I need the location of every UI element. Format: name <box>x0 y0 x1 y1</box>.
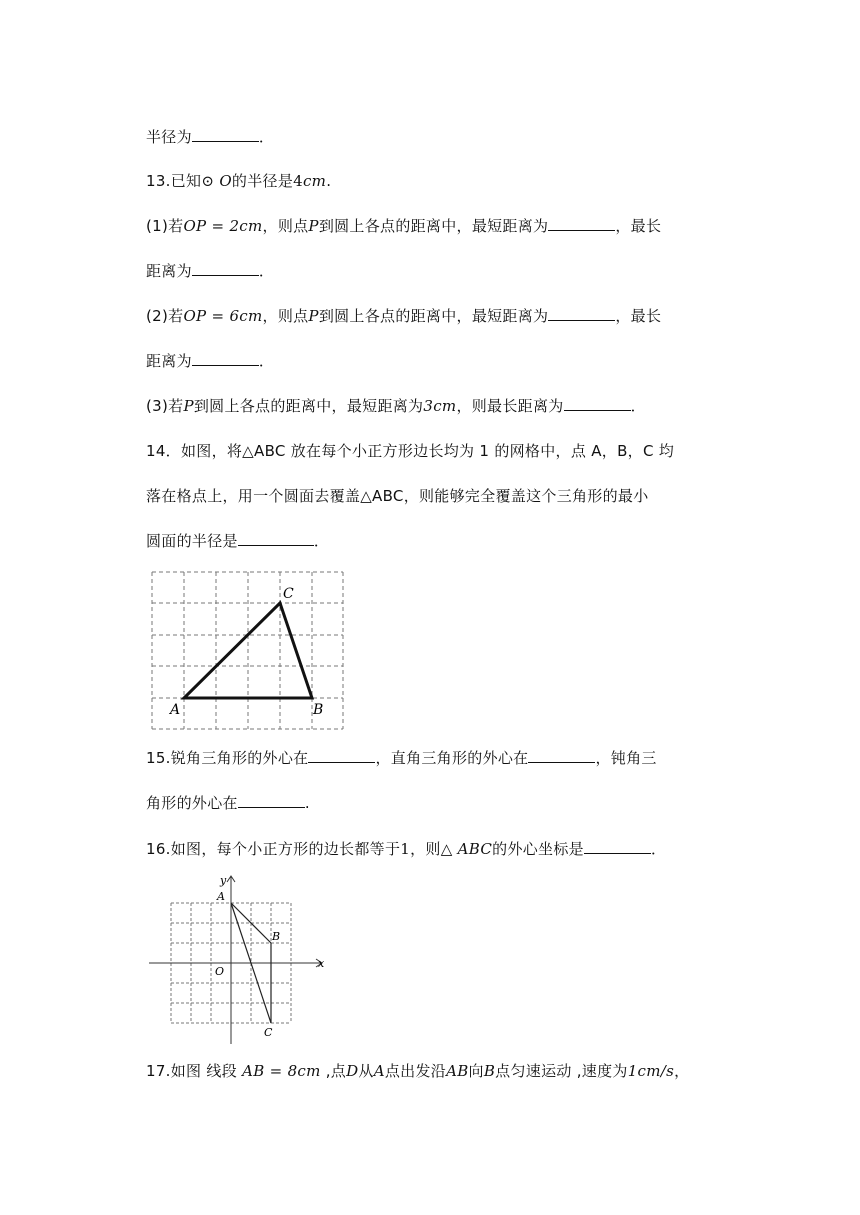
answer-blank <box>192 351 259 366</box>
q15-line1: 15.锐角三角形的外心在 ，直角三角形的外心在 ，钝角三 <box>146 749 657 767</box>
q15-line2: 角形的外心在 . <box>146 794 310 812</box>
q16-coordinate-figure <box>146 870 336 1048</box>
answer-blank <box>548 216 615 231</box>
answer-blank <box>528 748 595 763</box>
q13-part1: (1)若OP = 2cm，则点P到圆上各点的距离中，最短距离为 ，最长 <box>146 217 662 235</box>
q13-part3: (3)若P到圆上各点的距离中，最短距离为3cm，则最长距离为 ． <box>146 397 646 415</box>
x-axis-label: x <box>318 957 325 970</box>
answer-blank <box>192 127 259 142</box>
q13-part2-cont: 距离为 ． <box>146 352 275 370</box>
label-c: C <box>283 586 294 602</box>
label-a: A <box>170 702 181 718</box>
answer-blank <box>238 531 314 546</box>
q12-tail-line: 半径为 ． <box>146 128 275 146</box>
label-a: A <box>217 890 225 903</box>
q13-part2: (2)若OP = 6cm，则点P到圆上各点的距离中，最短距离为 ，最长 <box>146 307 662 325</box>
answer-blank <box>192 261 259 276</box>
y-axis-label: y <box>220 874 227 887</box>
q16-line: 16.如图，每个小正方形的边长都等于1，则△ ABC的外心坐标是 ． <box>146 840 667 858</box>
q13-stem: 13.已知⊙ O的半径是4cm. <box>146 172 332 190</box>
answer-blank <box>584 839 651 854</box>
label-b: B <box>313 702 324 718</box>
q14-line3: 圆面的半径是 ． <box>146 532 330 550</box>
q14-grid-figure <box>146 566 346 734</box>
q14-line1: 14．如图，将△ABC 放在每个小正方形边长均为 1 的网格中，点 A，B，C 均 <box>146 442 675 460</box>
answer-blank <box>564 396 631 411</box>
axes <box>149 876 322 1044</box>
q14-line2: 落在格点上，用一个圆面去覆盖△ABC，则能够完全覆盖这个三角形的最小 <box>146 487 649 505</box>
circle-symbol: ⊙ <box>201 172 215 190</box>
q13-part1-cont: 距离为 ． <box>146 262 275 280</box>
answer-blank <box>308 748 375 763</box>
q17-line: 17.如图 线段 AB = 8cm ,点D从A点出发沿AB向B点匀速运动 ,速度为1cm/s， <box>146 1062 690 1080</box>
label-b: B <box>272 930 281 943</box>
answer-blank <box>548 306 615 321</box>
origin-label: O <box>215 965 225 978</box>
label-c: C <box>264 1026 273 1039</box>
answer-blank <box>238 793 305 808</box>
